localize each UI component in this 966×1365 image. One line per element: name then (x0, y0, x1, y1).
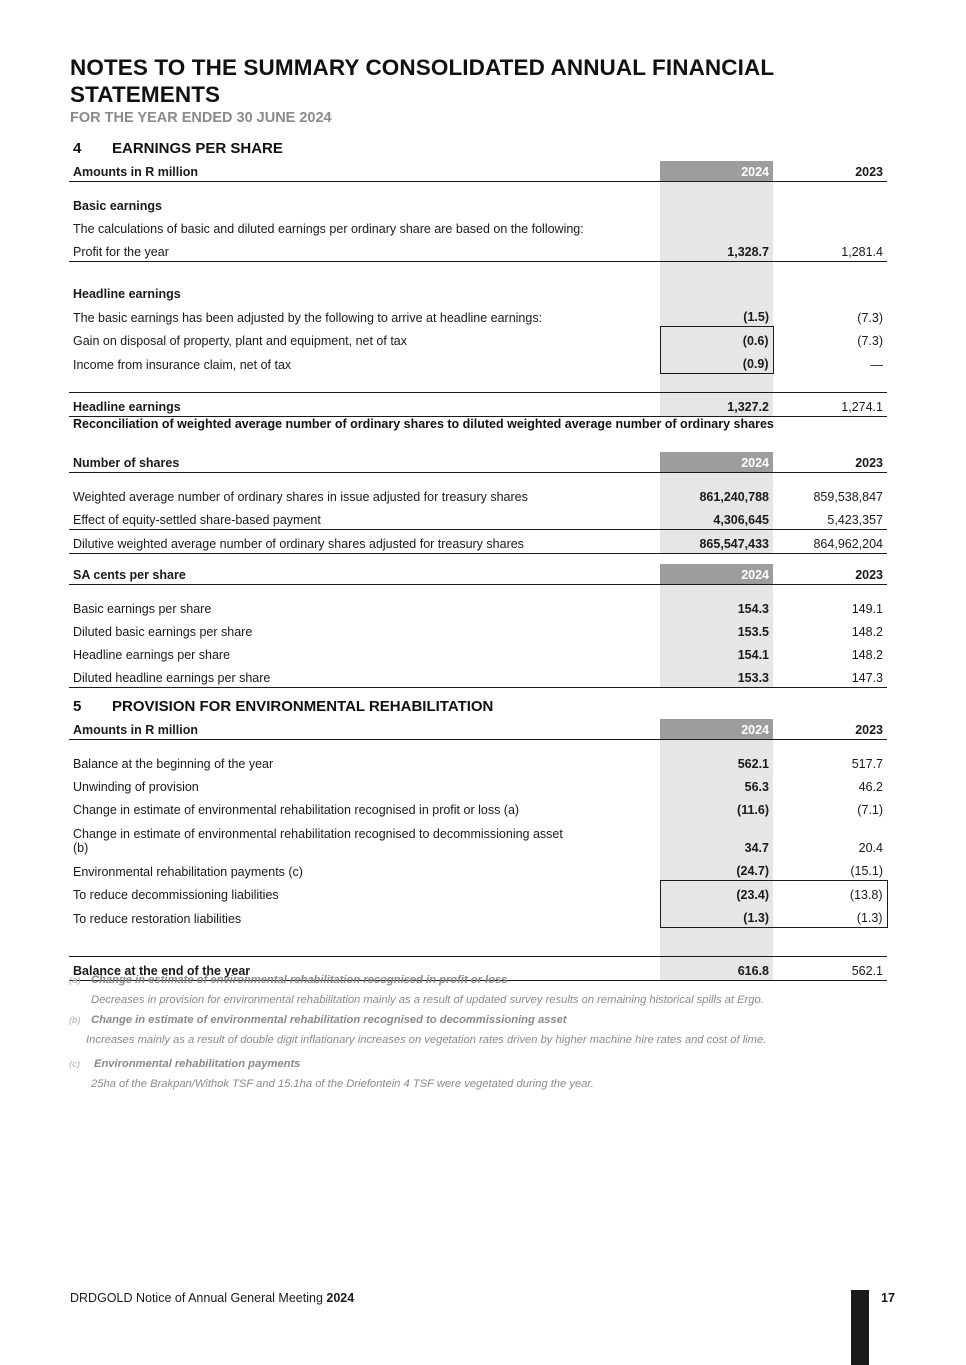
footnote-c-mark: (c) (69, 1059, 81, 1070)
row-label: Weighted average number of ordinary shares in issue adjusted for treasury shares (73, 490, 528, 504)
value-2023: 864,962,204 (773, 530, 887, 554)
table-row (69, 393, 887, 417)
page-title: NOTES TO THE SUMMARY CONSOLIDATED ANNUAL FINANCIAL STATEMENTS (70, 55, 774, 107)
value-2023: 147.3 (773, 664, 887, 688)
table-row (69, 773, 887, 796)
row-label: To reduce decommissioning liabilities (73, 888, 279, 902)
value-2023: 517.7 (851, 757, 883, 771)
table-row (69, 483, 887, 506)
table-row (69, 664, 887, 688)
reconciliation-heading: Reconciliation of weighted average number of ordinary shares to diluted weighted average number of ordinary shares (73, 417, 774, 431)
row-label: Unwinding of provision (73, 780, 199, 794)
provision-table (69, 719, 888, 981)
footer-year: 2024 (326, 1291, 355, 1305)
value-2023: 859,538,847 (813, 490, 883, 504)
value-2023: (15.1) (850, 864, 883, 878)
row-label: Diluted headline earnings per share (69, 664, 660, 688)
table-row (69, 192, 887, 215)
header-2023: 2023 (773, 564, 887, 585)
value-2023: 148.2 (851, 648, 883, 662)
header-2024: 2024 (660, 564, 773, 585)
header-2024: 2024 (660, 719, 773, 740)
header-2024: 2024 (660, 161, 773, 182)
row-label: Change in estimate of environmental rehabilitation recognised in profit or loss (a) (73, 803, 520, 817)
table-row (69, 819, 887, 857)
footnote-b-heading (69, 1012, 889, 1032)
footnote-a-heading (69, 972, 889, 992)
basic-earnings-title: Basic earnings (73, 199, 162, 213)
footnote-c-title: Environmental rehabilitation payments (94, 1058, 301, 1070)
table-row (69, 857, 887, 881)
footnote-a-body: Decreases in provision for environmental rehabilitation mainly as a result of updated survey results on remaining historical spills at Ergo. (91, 994, 764, 1006)
header-label: SA cents per share (69, 564, 660, 585)
value-2023: 148.2 (851, 625, 883, 639)
row-label: Environmental rehabilitation payments (c) (73, 864, 303, 879)
row-label: Headline earnings (69, 393, 660, 417)
footnote-b-title: Change in estimate of environmental rehabilitation recognised to decommissioning asset (91, 1014, 567, 1026)
value-2023: 1,281.4 (773, 238, 887, 262)
value-2023: (7.3) (857, 310, 883, 325)
value-2024: 616.8 (660, 957, 773, 981)
value-2023: 46.2 (858, 780, 883, 794)
value-2024: 1,328.7 (660, 238, 773, 262)
cents-per-share-table (69, 564, 887, 688)
value-2024: 865,547,433 (660, 530, 773, 554)
value-2023: (13.8) (773, 881, 887, 905)
page-number: 17 (881, 1291, 895, 1305)
value-2024: 861,240,788 (660, 483, 773, 506)
value-2023: 562.1 (773, 957, 887, 981)
value-2023: — (870, 357, 883, 372)
row-label: Change in estimate of environmental rehabilitation recognised to decommissioning asset (b) (73, 827, 563, 855)
table-row (69, 881, 887, 905)
value-2023: (7.3) (857, 334, 883, 348)
table-row (69, 641, 887, 664)
table-header-row (69, 719, 887, 740)
section-4-heading (73, 140, 283, 157)
footnote-a-mark: (a) (69, 975, 81, 986)
section-5-number: 5 (73, 698, 82, 715)
value-2024: (1.3) (660, 904, 773, 928)
table-header-row (69, 452, 887, 473)
value-2024: 1,327.2 (660, 393, 773, 417)
table-row (69, 618, 887, 641)
value-2023: 1,274.1 (773, 393, 887, 417)
headline-earnings-title: Headline earnings (73, 287, 181, 301)
value-2024: 153.3 (660, 664, 773, 688)
row-label: Income from insurance claim, net of tax (73, 357, 292, 372)
table-row (69, 238, 887, 262)
value-2024: (0.6) (660, 327, 773, 351)
value-2023: 149.1 (851, 602, 883, 616)
value-2024: 153.5 (660, 618, 773, 641)
table-row (69, 904, 887, 928)
section-4-number: 4 (73, 140, 82, 157)
footnote-c-heading (69, 1056, 889, 1076)
value-2023: 5,423,357 (773, 506, 887, 530)
footnote-b-mark: (b) (69, 1015, 81, 1026)
value-2023: (7.1) (857, 803, 883, 817)
table-header-row (69, 564, 887, 585)
earnings-table (69, 161, 887, 417)
header-label: Amounts in R million (69, 719, 660, 740)
row-label: The basic earnings has been adjusted by the following to arrive at headline earnings: (73, 310, 543, 325)
page-marker-bar (851, 1290, 869, 1365)
table-row (69, 506, 887, 530)
section-4-title: EARNINGS PER SHARE (112, 140, 283, 157)
table-row (69, 327, 887, 351)
value-2024: 4,306,645 (660, 506, 773, 530)
header-label: Amounts in R million (69, 161, 660, 182)
row-label: Gain on disposal of property, plant and equipment, net of tax (73, 334, 408, 348)
page-subtitle: FOR THE YEAR ENDED 30 JUNE 2024 (70, 110, 332, 126)
header-2024: 2024 (660, 452, 773, 473)
value-2024: 154.1 (660, 641, 773, 664)
table-row (69, 350, 887, 374)
basic-earnings-desc: The calculations of basic and diluted earnings per ordinary share are based on the following: (73, 222, 584, 236)
row-label: Diluted basic earnings per share (73, 625, 253, 639)
value-2024: (11.6) (660, 796, 773, 819)
header-2023: 2023 (773, 161, 887, 182)
table-row (69, 750, 887, 773)
row-label: Effect of equity-settled share-based payment (69, 506, 660, 530)
section-5-title: PROVISION FOR ENVIRONMENTAL REHABILITATION (112, 698, 494, 715)
row-label: Profit for the year (69, 238, 660, 262)
value-2024: (1.5) (660, 303, 773, 327)
table-row (69, 280, 887, 303)
footnotes (69, 972, 889, 1096)
table-row (69, 303, 887, 327)
value-2024: (24.7) (660, 857, 773, 881)
row-label: Dilutive weighted average number of ordinary shares adjusted for treasury shares (69, 530, 660, 554)
row-label: Balance at the end of the year (69, 957, 660, 981)
row-label: To reduce restoration liabilities (73, 911, 242, 926)
header-label: Number of shares (69, 452, 660, 473)
table-row (69, 530, 887, 554)
header-2023: 2023 (773, 719, 887, 740)
table-row (69, 595, 887, 618)
footnote-b-body: Increases mainly as a result of double digit inflationary increases on vegetation rates driven by higher machine hire rates and cost of lime. (86, 1034, 767, 1046)
footer-text: DRDGOLD Notice of Annual General Meeting (70, 1291, 323, 1305)
value-2024: (23.4) (660, 881, 773, 905)
footnote-c-body: 25ha of the Brakpan/Withok TSF and 15.1ha of the Driefontein 4 TSF were vegetated during the year. (91, 1078, 594, 1090)
table-row (69, 796, 887, 819)
footnote-a-title: Change in estimate of environmental rehabilitation recognised in profit or loss (91, 974, 508, 986)
value-2023: (1.3) (773, 904, 887, 928)
row-label: Headline earnings per share (73, 648, 231, 662)
shares-table (69, 452, 887, 554)
table-row (69, 215, 887, 238)
value-2024: 562.1 (660, 750, 773, 773)
page-footer (70, 1291, 354, 1305)
row-label: Balance at the beginning of the year (73, 757, 274, 771)
value-2024: 34.7 (660, 819, 773, 857)
value-2023: 20.4 (858, 841, 883, 855)
value-2024: 56.3 (660, 773, 773, 796)
row-label: Basic earnings per share (73, 602, 212, 616)
value-2024: 154.3 (660, 595, 773, 618)
section-5-heading (73, 698, 493, 715)
table-header-row (69, 161, 887, 182)
header-2023: 2023 (773, 452, 887, 473)
value-2024: (0.9) (660, 350, 773, 374)
